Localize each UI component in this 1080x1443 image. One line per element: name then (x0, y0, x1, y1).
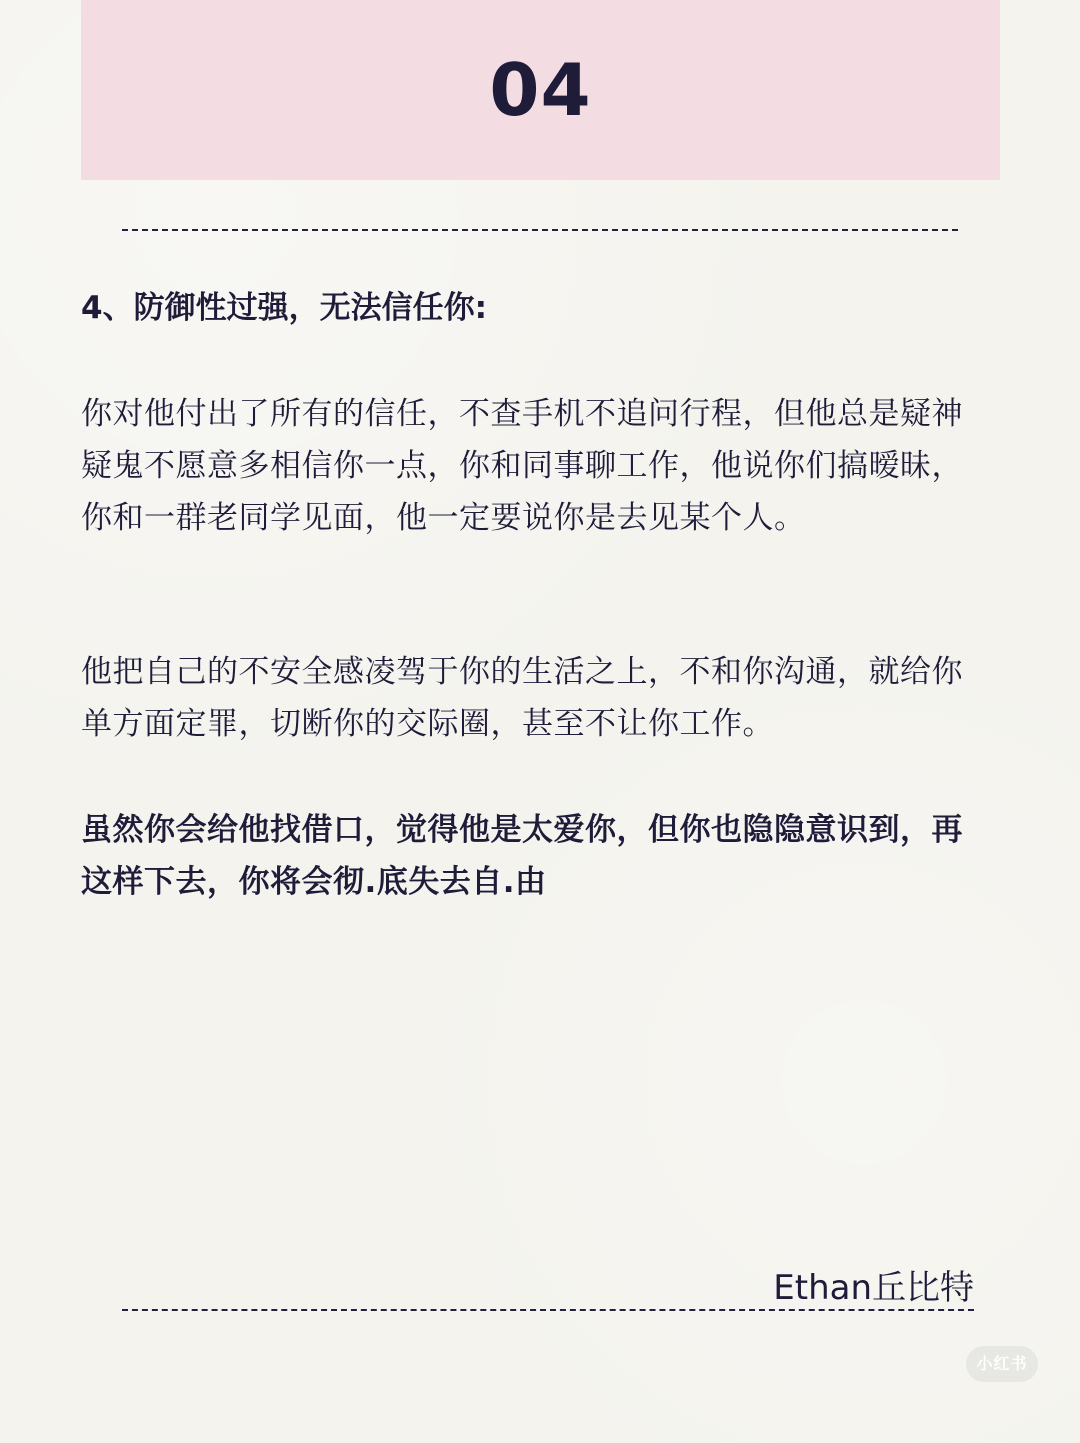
watermark-logo: 小红书 (966, 1346, 1038, 1382)
top-divider (122, 229, 958, 231)
paragraph-2: 他把自己的不安全感凌驾于你的生活之上，不和你沟通，就给你单方面定罪，切断你的交际圈，甚至不让你工作。 (81, 654, 963, 742)
section-heading: 4、防御性过强，无法信任你: (81, 290, 487, 326)
section-number: 04 (489, 48, 592, 132)
paragraph-1: 你对他付出了所有的信任，不查手机不追问行程，但他总是疑神疑鬼不愿意多相信你一点，你和同事聊工作，他说你们搞暧昧，你和一群老同学见面，他一定要说你是去见某个人。 (81, 396, 963, 536)
author-signature: Ethan丘比特 (773, 1268, 974, 1308)
bottom-divider (122, 1309, 974, 1311)
header-banner (81, 0, 1000, 180)
paragraph-3: 虽然你会给他找借口，觉得他是太爱你，但你也隐隐意识到，再这样下去，你将会彻.底失去自.由 (81, 812, 963, 900)
